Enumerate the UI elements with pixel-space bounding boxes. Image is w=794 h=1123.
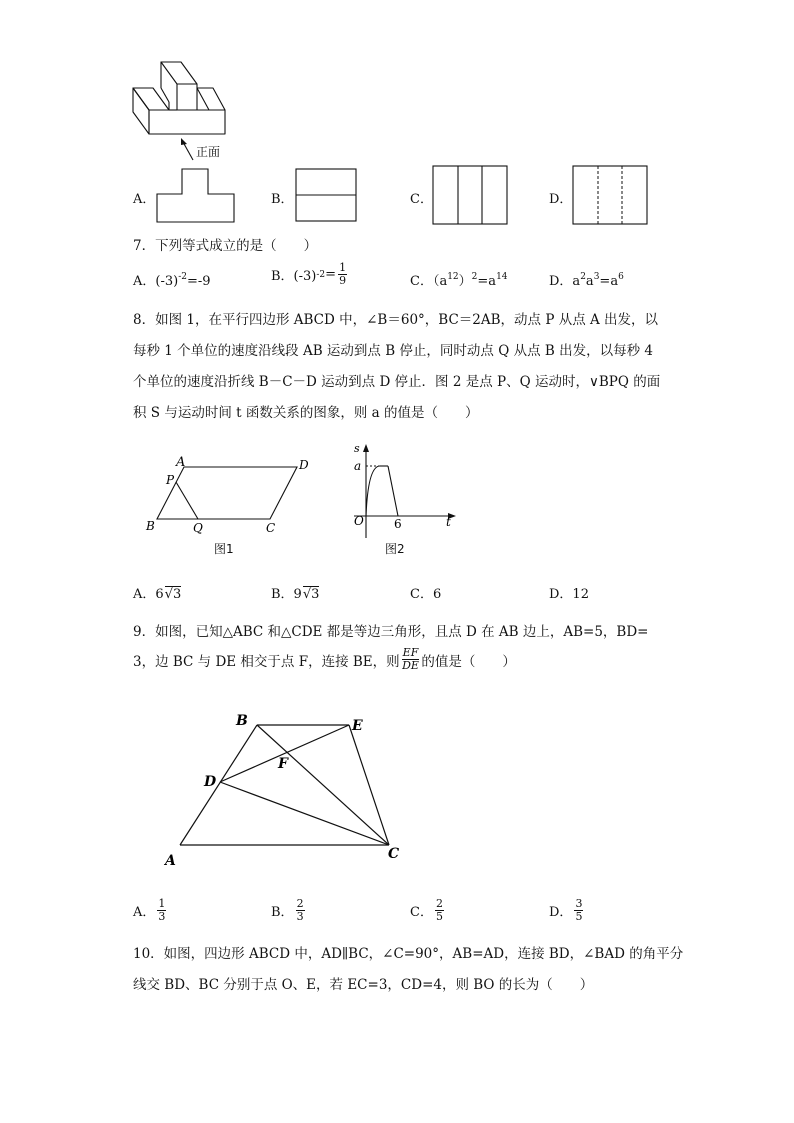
q7-stem: 7．下列等式成立的是（ ） (133, 238, 318, 254)
q8-fig2-label-t: t (446, 515, 451, 529)
q8-fig1-label-D: D (299, 458, 309, 472)
q8-fig2-label-s: s (354, 442, 360, 455)
q8-line-2: 每秒 1 个单位的速度沿线段 AB 运动到点 B 停止，同时动点 Q 从点 B 出发，以每秒 4 (133, 343, 653, 359)
q6-option-d-label: D． (549, 192, 573, 207)
q7-option-c: C．$(a^{12})^2=a^{14}$ (410, 272, 508, 289)
q8-fig2-caption: 图2 (385, 542, 405, 556)
q6-front-label: 正面 (196, 145, 221, 159)
q6-option-b-figure (295, 168, 357, 222)
q8-fig1-label-C: C (266, 521, 276, 535)
q6-option-a-label: A． (133, 192, 156, 207)
q9-figure (160, 705, 410, 875)
q8-line-3: 个单位的速度沿折线 B－C－D 运动到点 D 停止．图 2 是点 P、Q 运动时，∨BPQ 的面 (133, 374, 661, 390)
q7-option-b: B．(-3) -2 = $\frac{1}{9}$ (271, 261, 347, 287)
q7-option-d: D．$a^2a^3=a^6$ (549, 272, 624, 289)
q7-option-a: A．$(-3)^{-2}=-9$ (133, 272, 211, 289)
q8-option-a: A．6√3 (133, 587, 182, 602)
q8-figure-2 (340, 440, 460, 540)
q8-option-c: C．6 (410, 587, 442, 602)
q9-label-F: F (278, 756, 288, 772)
q8-fig1-label-B: B (146, 519, 155, 533)
q10-line-2: 线交 BD、BC 分别于点 O、E，若 EC=3，CD=4，则 BO 的长为（ ） (133, 977, 594, 993)
q9-line-1: 9．如图，已知△ABC 和△CDE 都是等边三角形，且点 D 在 AB 边上，AB=5，BD= (133, 624, 649, 640)
q8-line-1: 8．如图 1，在平行四边形 ABCD 中，∠B＝60°，BC＝2AB，动点 P 从点 A 出发，以 (133, 312, 659, 328)
q6-option-c-label: C． (410, 192, 433, 207)
q9-option-c: C． $\frac{2}{5}$ (410, 897, 443, 923)
q9-option-a: A． $\frac{1}{3}$ (133, 897, 166, 923)
q9-label-E: E (352, 718, 363, 734)
q8-fig1-caption: 图1 (214, 542, 234, 556)
q9-label-A: A (165, 853, 176, 869)
q6-option-b-label: B． (271, 192, 294, 207)
q8-fig1-label-Q: Q (193, 521, 203, 535)
q9-line-2: 3，边 BC 与 DE 相交于点 F，连接 BE，则 $\frac{EF}{DE}$ 的值是（ ） (133, 646, 516, 672)
q9-label-B: B (236, 713, 248, 729)
q8-line-4: 积 S 与运动时间 t 函数关系的图象，则 a 的值是（ ） (133, 405, 479, 421)
q9-label-C: C (388, 846, 400, 862)
q9-label-D: D (204, 774, 217, 790)
q6-option-c-figure (432, 165, 508, 225)
q8-fig2-label-6: 6 (394, 517, 402, 531)
q8-fig2-label-a: a (354, 459, 362, 473)
q9-option-d: D． $\frac{3}{5}$ (549, 897, 583, 923)
q8-figure-1 (140, 452, 320, 542)
q8-fig1-label-P: P (166, 473, 175, 487)
q6-option-d-figure (572, 165, 648, 225)
q8-fig2-label-O: O (354, 514, 364, 528)
q9-option-b: B． $\frac{2}{3}$ (271, 897, 304, 923)
q8-option-b: B．9√3 (271, 587, 320, 602)
q8-option-d: D．12 (549, 587, 589, 602)
q10-line-1: 10．如图，四边形 ABCD 中，AD∥BC，∠C=90°，AB=AD，连接 BD，∠BAD 的角平分 (133, 946, 684, 962)
q6-option-a-figure (156, 168, 236, 224)
q8-fig1-label-A: A (176, 455, 186, 470)
